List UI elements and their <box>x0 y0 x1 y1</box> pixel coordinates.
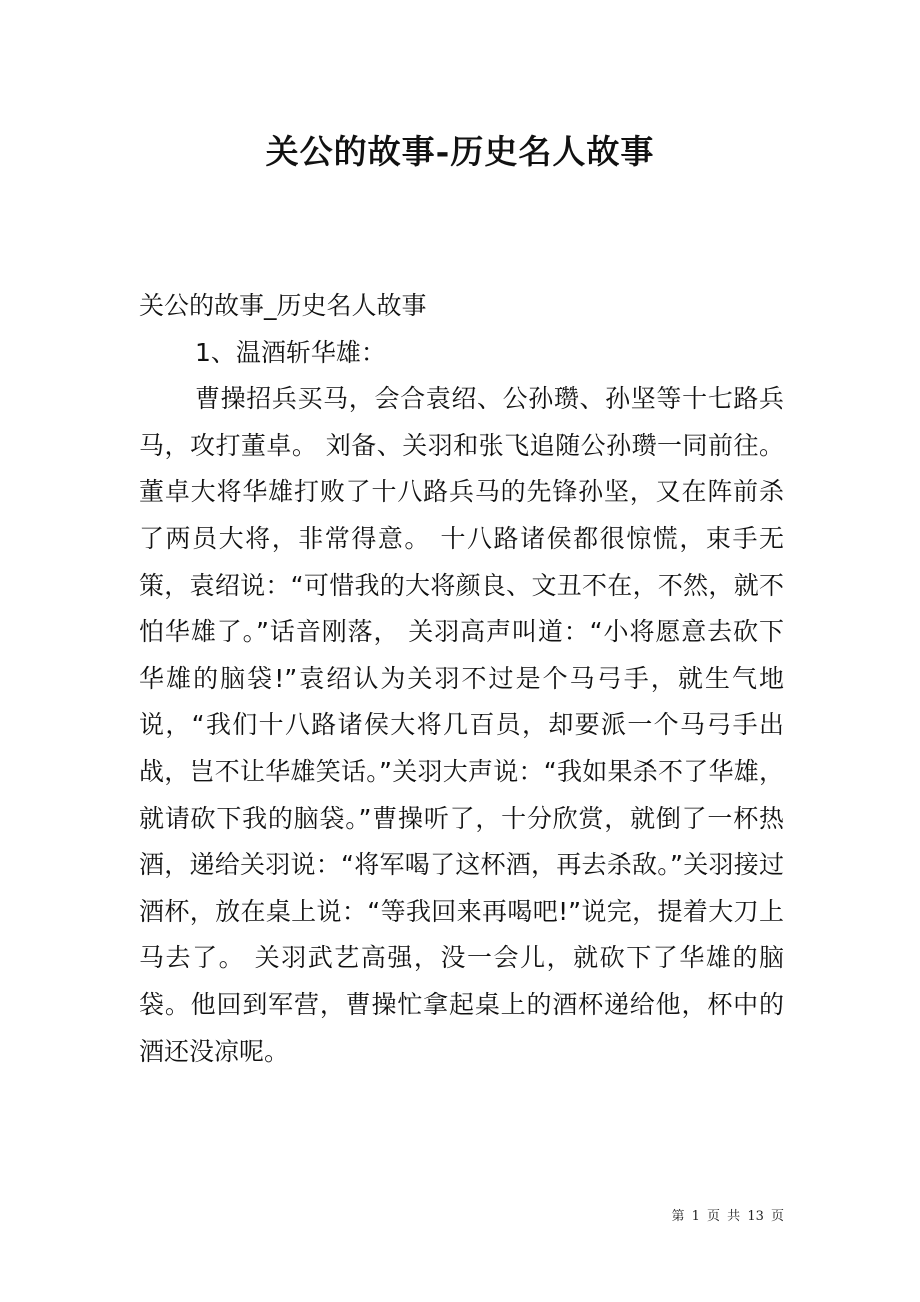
paragraph-line: 杯，放在桌上说：“等我回来再喝吧!”说完，提着大刀 <box>164 896 759 926</box>
section-heading: 1、温酒斩华雄： <box>195 337 386 367</box>
page-number: 第 1 页 共 13 页 <box>671 1209 784 1224</box>
paragraph-line: 惊慌，束手无策，袁绍说：“可惜我的大将颜良、文丑 <box>139 523 784 600</box>
paragraph-line: 不在，不然，就不怕华雄了。”话音刚落， 关羽高声 <box>139 570 784 647</box>
paragraph-line: 袋。”曹操听了，十分欣赏，就倒了一杯热酒，递给 <box>139 803 784 880</box>
paragraph-line: 曹操招兵买马，会合袁绍、公孙瓒、孙坚等十七 <box>195 384 734 414</box>
paragraph-line: 路兵马，攻打董卓。 刘备、关羽和张飞追随公孙瓒一 <box>139 384 784 460</box>
paragraph-line: 同前往。董卓大将华雄打败了十八路兵马的先锋孙坚， <box>139 430 784 507</box>
story-paragraph <box>139 376 784 1075</box>
paragraph-line: 上马去了。 关羽武艺高强，没一会儿，就砍下了华雄 <box>139 896 784 973</box>
paragraph-line: 关羽大声说：“我如果杀不了华雄， 就请砍下我的脑 <box>139 756 785 833</box>
paragraph-line: 过是个马弓手，就生气地说，“我们十八路诸侯大将几 <box>139 663 784 740</box>
document-title: 关公的故事-历史名人故事 <box>265 132 655 171</box>
document-subtitle: 关公的故事_历史名人故事 <box>139 291 427 320</box>
paragraph-line: 百员，却要派一个马弓手出战，岂不让华雄笑话。” <box>139 710 784 786</box>
document-body <box>139 283 784 1075</box>
paragraph-line: 的脑袋。他回到军营，曹操忙拿起桌上的酒杯递给他， <box>139 943 784 1019</box>
paragraph-line: 杯中的酒还没凉呢。 <box>139 989 784 1066</box>
paragraph-line: 关羽说：“将军喝了这杯酒，再去杀敌。”关羽接过酒 <box>139 850 784 926</box>
paragraph-line: 又在阵前杀了两员大将，非常得意。 十八路诸侯都很 <box>139 477 784 553</box>
paragraph-line: 叫道：“小将愿意去砍下华雄的脑袋!”袁绍认为关羽不 <box>139 617 784 693</box>
